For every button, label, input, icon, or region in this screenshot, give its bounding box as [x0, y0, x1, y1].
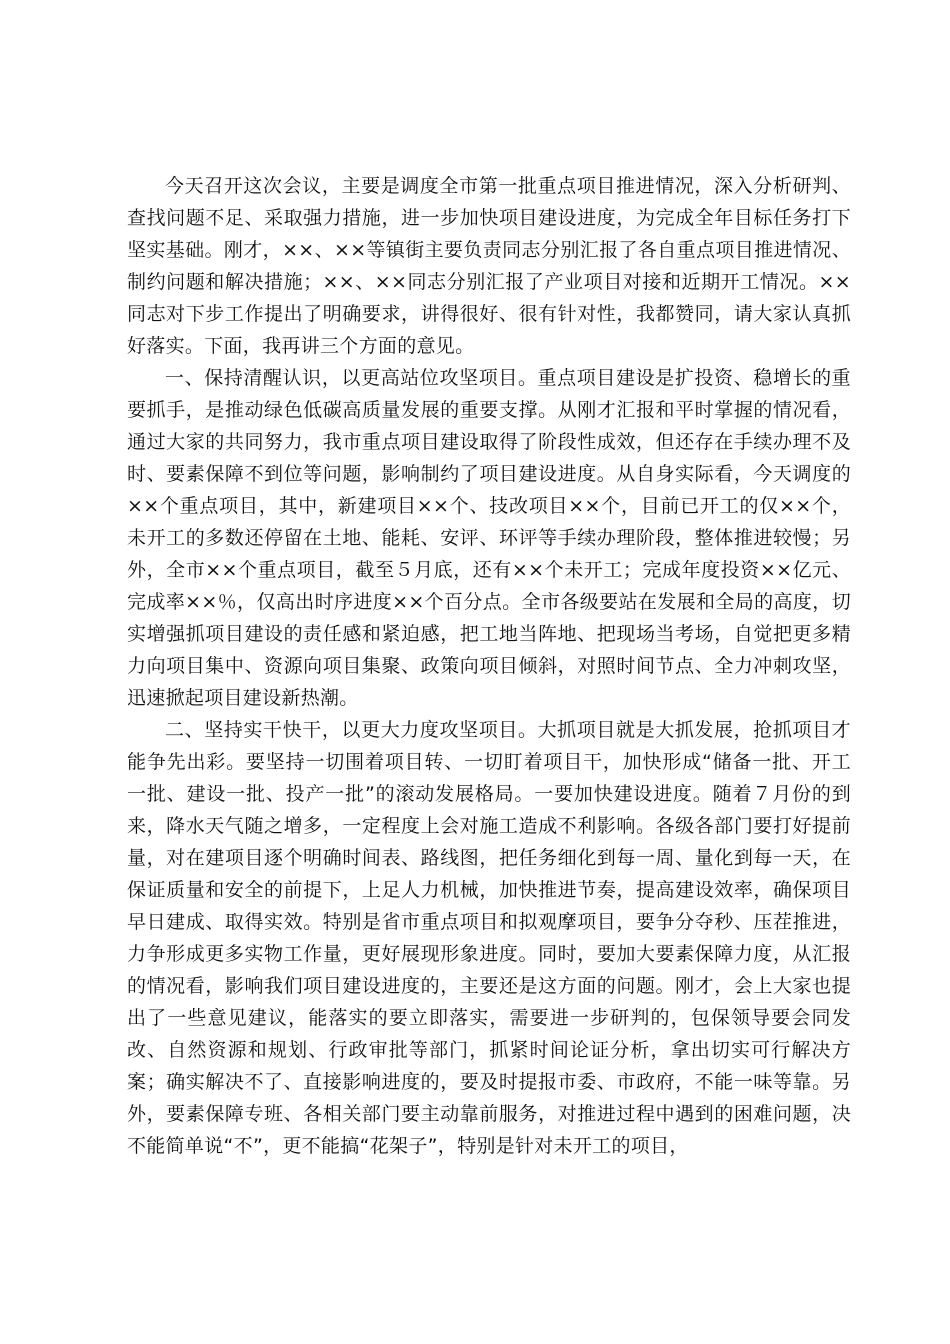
paragraph-section-two: 二、坚持实干快干，以更大力度攻坚项目。大抓项目就是大抓发展，抢抓项目才能争先出彩。要坚持一切围着项目转、一切盯着项目干，加快形成“储备一批、开工一批、建设一批、投产一批”的滚动发展格局。一要加快建设进度。随着７月份的到来，降水天气随之增多，一定程度上会对施工造成不利影响。各级各部门要打好提前量，对在建项目逐个明确时间表、路线图，把任务细化到每一周、量化到每一天，在保证质量和安全的前提下，上足人力机械，加快推进节奏，提高建设效率，确保项目早日建成、取得实效。特别是省市重点项目和拟观摩项目，要争分夺秒、压茬推进，力争形成更多实物工作量，更好展现形象进度。同时，要加大要素保障力度，从汇报的情况看，影响我们项目建设进度的，主要还是这方面的问题。刚才，会上大家也提出了一些意见建议，能落实的要立即落实，需要进一步研判的，包保领导要会同发改、自然资源和规划、行政审批等部门，抓紧时间论证分析，拿出切实可行解决方案；确实解决不了、直接影响进度的，要及时提报市委、市政府，不能一味等靠。另外，要素保障专班、各相关部门要主动靠前服务，对推进过程中遇到的困难问题，决不能简单说“不”，更不能搞“花架子”，特别是针对未开工的项目， — [127, 719, 851, 1157]
document-body — [127, 170, 851, 1162]
paragraph-section-one: 一、保持清醒认识，以更高站位攻坚项目。重点项目建设是扩投资、稳增长的重要抓手，是推动绿色低碳高质量发展的重要支撑。从刚才汇报和平时掌握的情况看，通过大家的共同努力，我市重点项目建设取得了阶段性成效，但还存在手续办理不及时、要素保障不到位等问题，影响制约了项目建设进度。从自身实际看，今天调度的××个重点项目，其中，新建项目××个、技改项目××个，目前已开工的仅××个，未开工的多数还停留在土地、能耗、安评、环评等手续办理阶段，整体推进较慢；另外，全市××个重点项目，截至５月底，还有××个未开工；完成年度投资××亿元、完成率××％，仅高出时序进度××个百分点。全市各级要站在发展和全局的高度，切实增强抓项目建设的责任感和紧迫感，把工地当阵地、把现场当考场，自觉把更多精力向项目集中、资源向项目集聚、政策向项目倾斜，对照时间节点、全力冲刺攻坚，迅速掀起项目建设新热潮。 — [127, 367, 851, 709]
paragraph-opening: 今天召开这次会议，主要是调度全市第一批重点项目推进情况，深入分析研判、查找问题不足、采取强力措施，进一步加快项目建设进度，为完成全年目标任务打下坚实基础。刚才，××、××等镇街主要负责同志分别汇报了各自重点项目推进情况、制约问题和解决措施；××、××同志分别汇报了产业项目对接和近期开工情况。××同志对下步工作提出了明确要求，讲得很好、很有针对性，我都赞同，请大家认真抓好落实。下面，我再讲三个方面的意见。 — [127, 175, 851, 357]
